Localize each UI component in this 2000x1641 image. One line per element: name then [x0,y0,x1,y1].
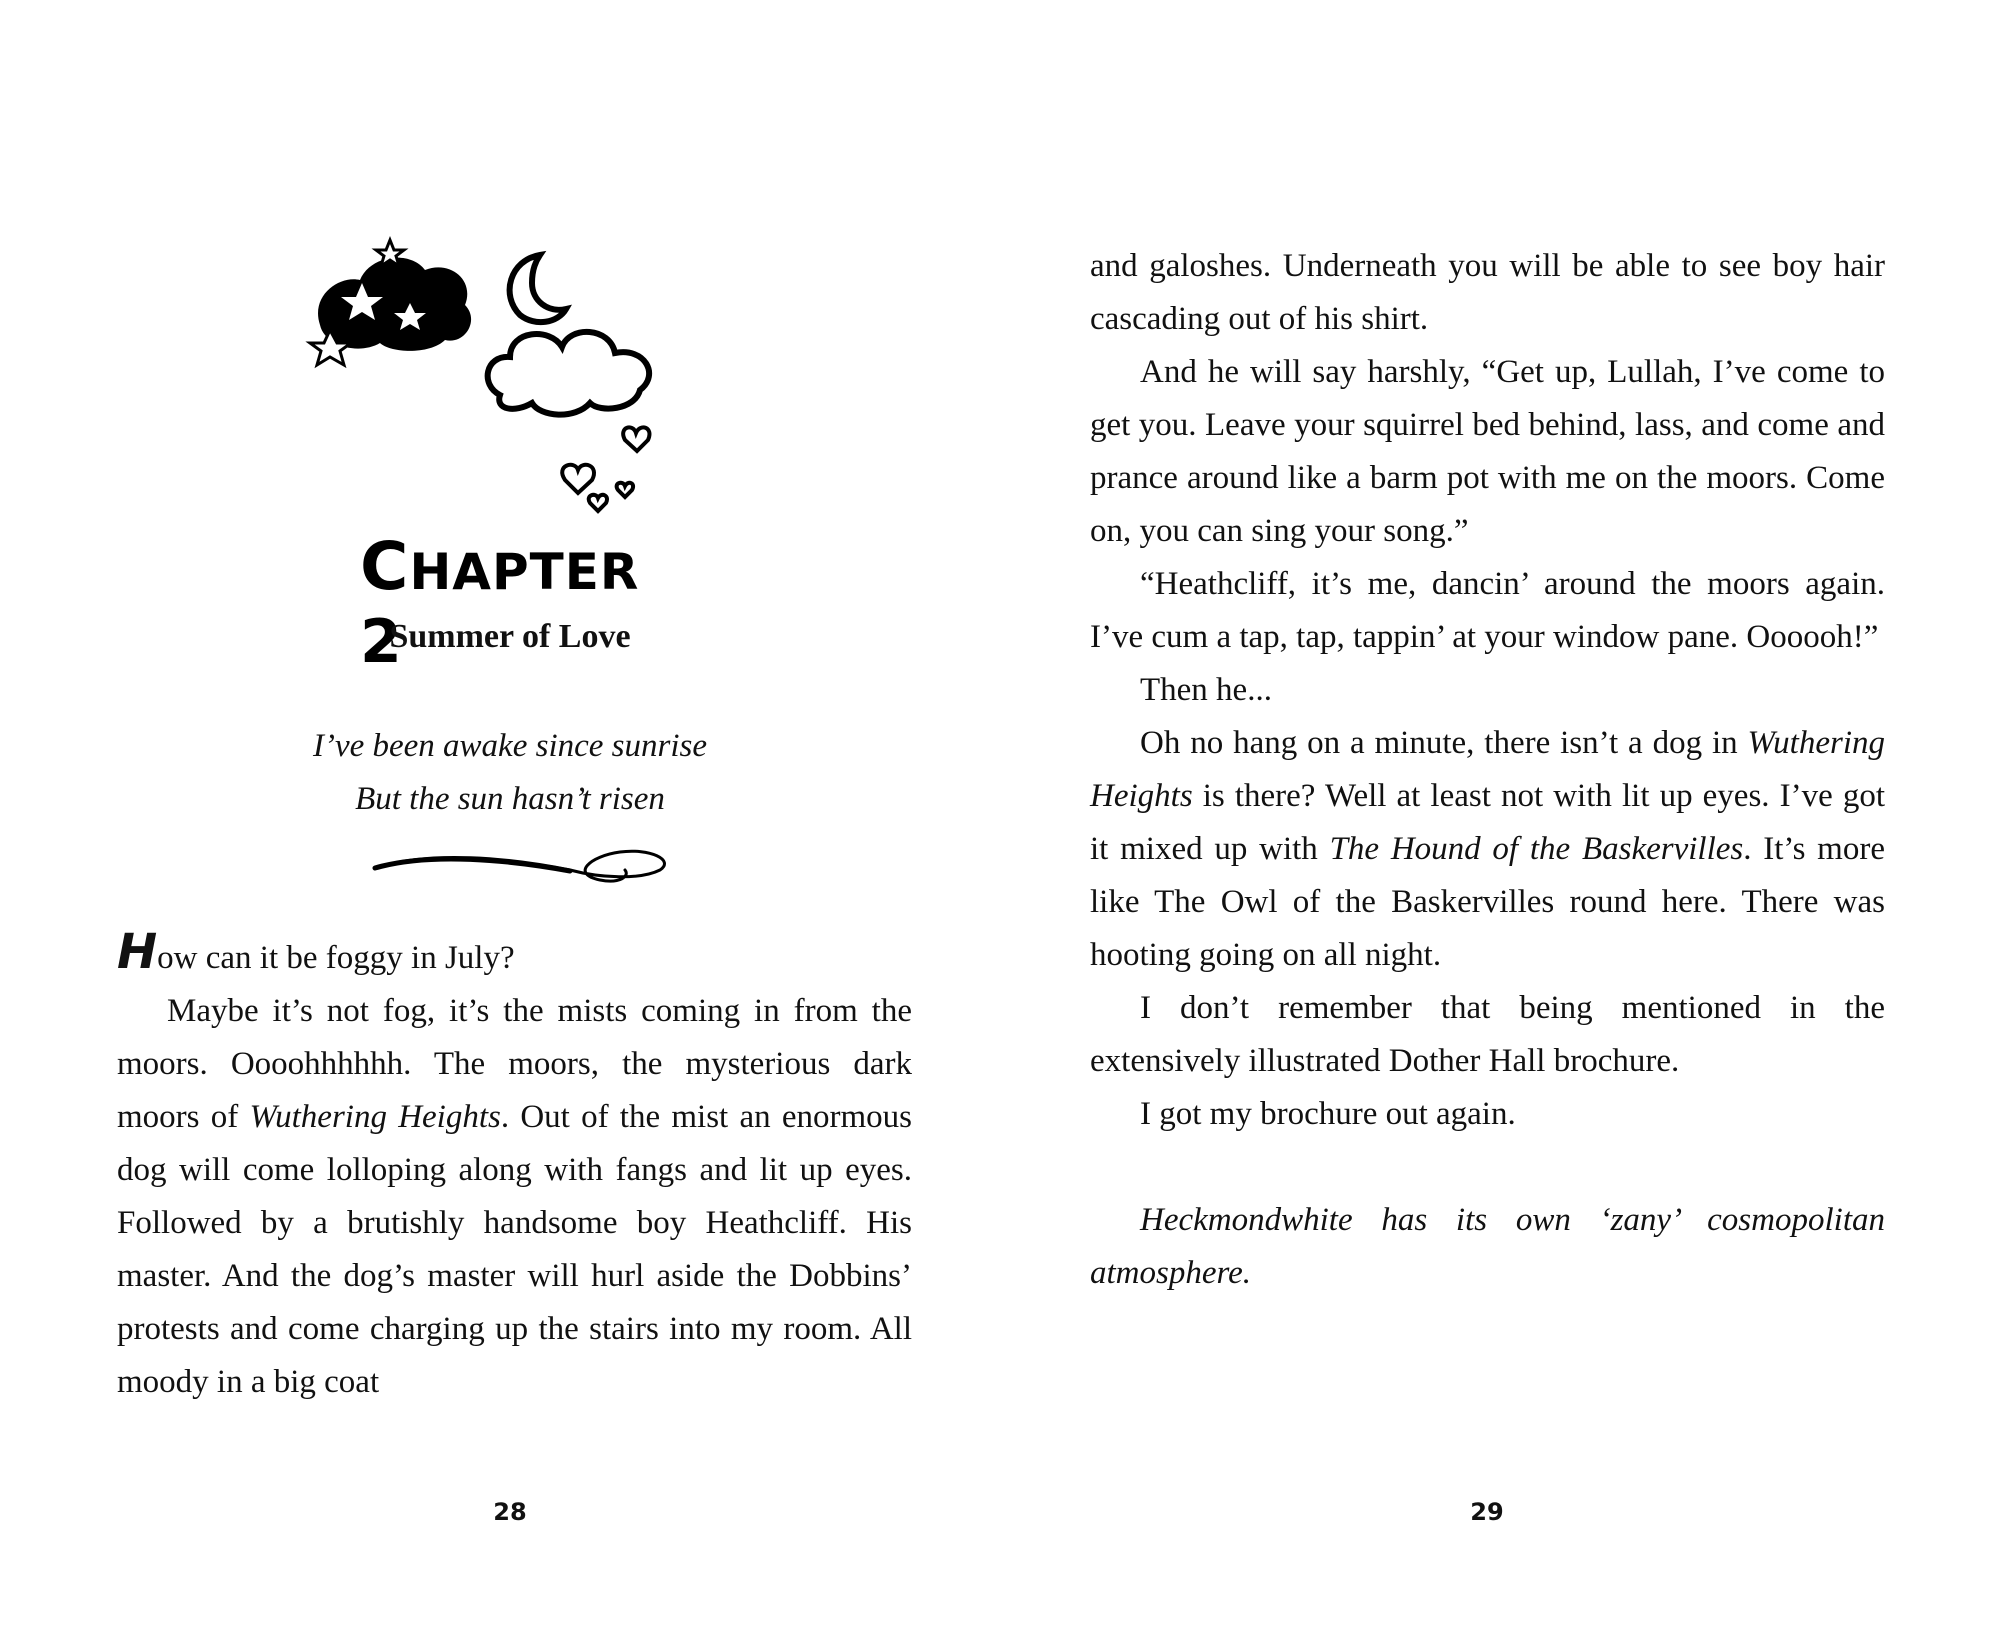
paragraph: and galoshes. Underneath you will be able to see boy hair cascading out of his shirt. [1090,248,1885,337]
moon-cloud-icon [488,255,649,415]
epigraph-line: But the sun hasn’t risen [355,781,665,817]
epigraph-line: I’ve been awake since sunrise [312,728,708,764]
epigraph [250,720,770,826]
paragraph: Then he... [1140,672,1272,708]
brochure-quote: Heckmondwhite has its own ‘zany’ cosmopolitan atmosphere. [1090,1202,1885,1291]
paragraph: Maybe it’s not fog, it’s the mists coming in from the moors. Oooohhhhhh. The moors, the mysterious dark moors of Wuthering Heights. Out of the mist an enormous dog will come lolloping along with fangs and lit up eyes. Followed by a brutishly handsome boy Heathcliff. His master. And the dog’s master will hurl aside the Dobbins’ protests and come charging up the stairs into my room. All moody in a big coat [117,993,912,1400]
book-title: Wuthering Heights [1090,725,1885,814]
book-title: Wuthering Heights [249,1099,501,1135]
drop-cap: H [117,924,158,980]
left-body-text [117,924,912,1409]
hearts-icon [562,427,649,511]
chapter-subtitle: Summer of Love [389,618,631,655]
right-body-text [1090,240,1885,1300]
book-title: The Hound of the Baskervilles [1329,831,1744,867]
paragraph: How can it be foggy in July? [117,924,515,980]
paragraph: I don’t remember that being mentioned in the extensively illustrated Dother Hall brochure. [1090,990,1885,1079]
swash-ornament-icon [370,840,670,890]
right-page [1000,0,2000,1641]
paragraph: “Heathcliff, it’s me, dancin’ around the moors again. I’ve cum a tap, tap, tappin’ at your window pane. Oooooh!” [1090,566,1885,655]
chapter-illustration [300,235,700,520]
night-cloud-icon [310,240,471,365]
paragraph: Oh no hang on a minute, there isn’t a dog in Wuthering Heights is there? Well at least not with lit up eyes. I’ve got it mixed up with The Hound of the Baskervilles. It’s more like The Owl of the Baskervilles round here. There was hooting going on all night. [1090,725,1885,973]
page-number: 29 [1470,1498,1504,1526]
paragraph: And he will say harshly, “Get up, Lullah, I’ve come to get you. Leave your squirrel bed behind, lass, and come and prance around like a barm pot with me on the moors. Come on, you can sing your song.” [1090,354,1885,549]
paragraph: I got my brochure out again. [1140,1096,1516,1132]
page-number: 28 [493,1498,527,1526]
chapter-heading: CHAPTER 2 [360,528,640,677]
